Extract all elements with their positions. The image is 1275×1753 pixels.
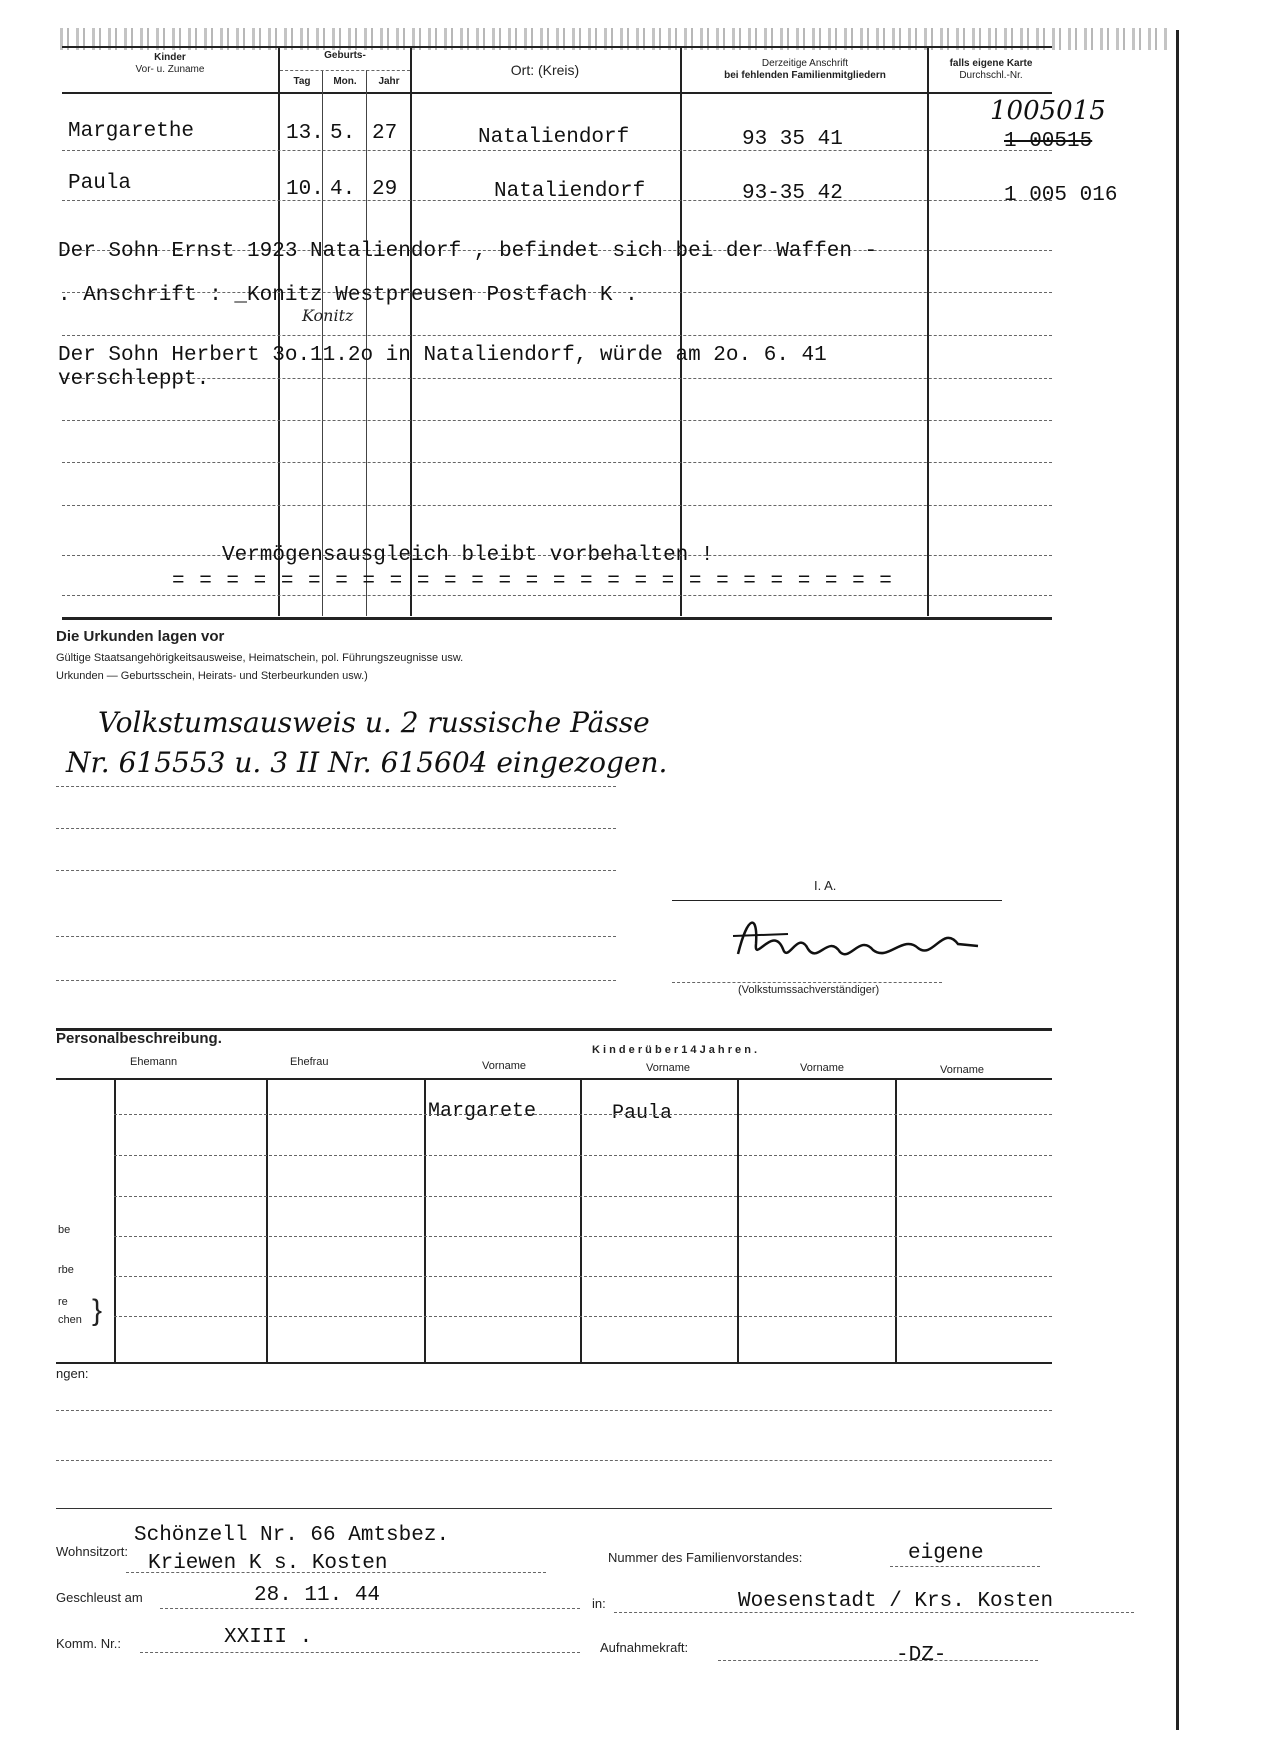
child-name: Paula <box>68 172 132 195</box>
child-jahr: 27 <box>372 122 398 145</box>
desc-col-divider <box>424 1078 426 1362</box>
desc-child-name: Paula <box>612 1102 673 1125</box>
table-header-border <box>62 92 1052 94</box>
note-equals-row: = = = = = = = = = = = = = = = = = = = = = = = = = = = <box>172 570 893 593</box>
header-mon: Mon. <box>333 76 357 87</box>
child-tag: 10. <box>286 178 324 201</box>
desc-row-line <box>114 1236 1052 1238</box>
child-name: Margarethe <box>68 120 195 143</box>
desc-bottom-border <box>56 1362 1052 1364</box>
table-bottom-border <box>62 617 1052 620</box>
table-top-border <box>62 46 1052 48</box>
child-karte: 1 005 016 <box>1004 184 1118 207</box>
footer-line <box>718 1660 1038 1662</box>
footer-line <box>126 1572 546 1574</box>
desc-row-label: re <box>58 1296 68 1308</box>
row-line <box>56 1410 1052 1412</box>
note-vermoegen: Vermögensausgleich bleibt vorbehalten ! <box>222 544 714 567</box>
child-ort: Nataliendorf <box>478 126 630 149</box>
footer-nummer-label: Nummer des Familienvorstandes: <box>608 1550 803 1565</box>
child-anschrift: 93 35 41 <box>742 128 843 151</box>
bemerkungen-label: ngen: <box>56 1366 89 1381</box>
child-tag: 13. <box>286 122 324 145</box>
desc-col-divider <box>895 1078 897 1362</box>
footer-nummer-value: eigene <box>908 1542 984 1565</box>
footer-in-value: Woesenstadt / Krs. Kosten <box>738 1590 1054 1613</box>
col-divider <box>410 46 412 616</box>
signature-scribble <box>728 904 988 974</box>
row-line <box>62 462 1052 464</box>
child-karte: 1 00515 <box>1004 130 1093 153</box>
desc-title: Personalbeschreibung. <box>56 1030 222 1047</box>
signature-line <box>672 982 942 984</box>
header-ort: Ort: (Kreis) <box>510 62 580 78</box>
footer-line <box>160 1608 580 1610</box>
desc-col-vorname: Vorname <box>482 1060 527 1072</box>
child-mon: 4. <box>330 178 356 201</box>
footer-komm-label: Komm. Nr.: <box>56 1636 122 1651</box>
header-kinder: Kinder Vor- u. Zuname <box>135 52 205 75</box>
documents-handwritten-line1: Volkstumsausweis u. 2 russische Pässe <box>98 706 650 739</box>
row-line <box>56 870 616 872</box>
footer-line <box>614 1612 1134 1614</box>
row-line <box>62 420 1052 422</box>
signature-ia: I. A. <box>814 878 837 893</box>
documents-sub2: Urkunden — Geburtsschein, Heirats- und Sterbeurkunden usw.) <box>56 670 368 682</box>
desc-header-border <box>56 1078 1052 1080</box>
note-herbert-line1: Der Sohn Herbert 3o.11.2o in Nataliendorf, würde am 2o. 6. 41 <box>58 344 827 367</box>
desc-col-divider <box>580 1078 582 1362</box>
row-line <box>62 335 1052 337</box>
child-jahr: 29 <box>372 178 398 201</box>
row-line <box>62 595 1052 597</box>
row-line <box>56 828 616 830</box>
footer-wohnort-line2: Kriewen K s. Kosten <box>148 1552 388 1575</box>
signature-top-line <box>672 900 1002 902</box>
col-divider <box>680 46 682 616</box>
desc-row-label: be <box>58 1224 71 1236</box>
footer-line <box>890 1566 1040 1568</box>
footer-wohnort-label: Wohnsitzort: <box>56 1544 129 1559</box>
footer-aufnahme-value: -DZ- <box>896 1644 947 1667</box>
row-line <box>62 505 1052 507</box>
child-anschrift: 93-35 42 <box>742 182 843 205</box>
desc-col-divider <box>737 1078 739 1362</box>
col-divider <box>927 46 929 616</box>
desc-row-line <box>114 1196 1052 1198</box>
header-geburt: Geburts- <box>324 50 366 61</box>
footer-geschleust-value: 28. 11. 44 <box>254 1584 381 1607</box>
row-line <box>56 936 616 938</box>
desc-col-vorname: Vorname <box>646 1062 691 1074</box>
desc-col-divider <box>114 1078 116 1362</box>
footer-geschleust-label: Geschleust am <box>56 1590 143 1605</box>
col-divider <box>278 46 280 616</box>
desc-row-line <box>114 1276 1052 1278</box>
signature-role: (Volkstumssachverständiger) <box>738 984 880 996</box>
footer-wohnort-line1: Schönzell Nr. 66 Amtsbez. <box>134 1524 450 1547</box>
footer-aufnahme-label: Aufnahmekraft: <box>600 1640 689 1655</box>
footer-komm-value: XXIII . <box>224 1626 313 1649</box>
row-line <box>62 378 1052 380</box>
desc-row-line <box>114 1316 1052 1318</box>
desc-col-divider <box>266 1078 268 1362</box>
documents-title: Die Urkunden lagen vor <box>56 628 225 645</box>
desc-row-line <box>114 1155 1052 1157</box>
header-tag: Tag <box>293 76 311 87</box>
desc-row-label: rbe <box>58 1264 74 1276</box>
documents-handwritten-line2: Nr. 615553 u. 3 II Nr. 615604 eingezogen. <box>66 746 668 779</box>
child-mon: 5. <box>330 122 356 145</box>
page-right-edge <box>1176 30 1179 1730</box>
row-line <box>56 980 616 982</box>
note-ernst-handwritten: Konitz <box>302 306 354 325</box>
row-line <box>56 1508 1052 1510</box>
documents-sub1: Gültige Staatsangehörigkeitsausweise, Heimatschein, pol. Führungszeugnisse usw. <box>56 652 464 664</box>
note-ernst-line2: . Anschrift : _Konitz Westpreusen Postfach K . <box>58 284 638 307</box>
footer-line <box>140 1652 580 1654</box>
desc-col-ehefrau: Ehefrau <box>290 1056 329 1068</box>
header-anschrift: Derzeitige Anschrift bei fehlenden Familienmitgliedern <box>724 58 886 81</box>
row-line <box>62 150 1052 152</box>
header-karte: falls eigene Karte Durchschl.-Nr. <box>949 58 1033 81</box>
desc-child-name: Margarete <box>428 1100 537 1123</box>
child-ort: Nataliendorf <box>494 180 646 203</box>
desc-row-label: chen <box>58 1314 82 1326</box>
desc-col-vorname: Vorname <box>940 1064 985 1076</box>
desc-col-ehemann: Ehemann <box>130 1056 178 1068</box>
row-line <box>56 1460 1052 1462</box>
header-jahr: Jahr <box>378 76 400 87</box>
row-line <box>56 786 616 788</box>
note-ernst-line1: Der Sohn Ernst 1923 Nataliendorf , befindet sich bei der Waffen - <box>58 240 878 263</box>
desc-row-line <box>114 1114 1052 1116</box>
desc-bracket: } <box>92 1294 103 1327</box>
footer-in-label: in: <box>592 1596 606 1611</box>
geburt-sub-divider <box>280 70 410 72</box>
desc-col-vorname: Vorname <box>800 1062 845 1074</box>
note-herbert-line2: verschleppt. <box>58 368 210 391</box>
desc-kinder-label: K i n d e r ü b e r 1 4 J a h r e n . <box>592 1044 758 1056</box>
child-karte-handwritten: 1005015 <box>990 96 1106 126</box>
